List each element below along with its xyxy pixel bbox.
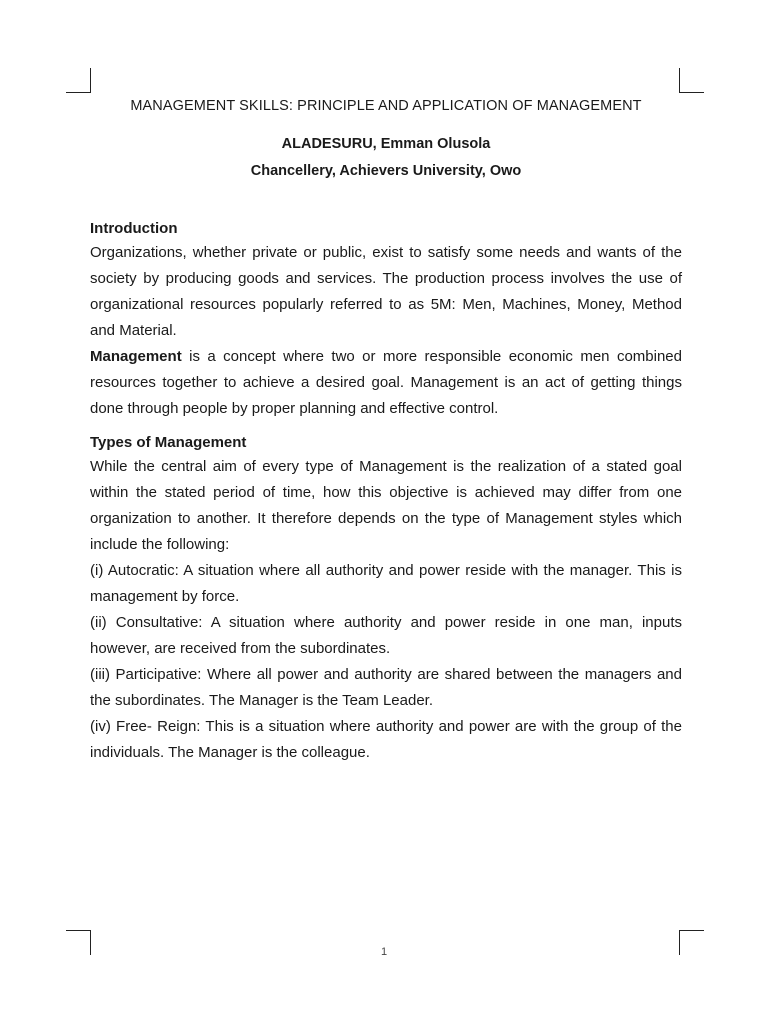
page-content <box>90 95 682 766</box>
crop-mark-top-left <box>66 68 91 93</box>
author-affiliation: Chancellery, Achievers University, Owo <box>250 163 522 179</box>
page-number: 1 <box>380 946 388 958</box>
byline <box>90 131 682 185</box>
paragraph-types-intro: While the central aim of every type of Management is the realization of a stated goal within the stated period of time, how this objective is achieved may differ from one organization to another. It therefore depends on the type of Management styles which include the following: <box>90 458 682 553</box>
list-item-free-reign: (iv) Free- Reign: This is a situation where authority and power are with the group of the individuals. The Manager is the colleague. <box>90 718 682 761</box>
list-item-consultative: (ii) Consultative: A situation where authority and power reside in one man, inputs however, are received from the subordinates. <box>90 614 682 657</box>
management-definition-text: is a concept where two or more responsible economic men combined resources together to achieve a desired goal. Management is an act of getting things done through people by proper planning and effective control. <box>90 348 682 417</box>
crop-mark-top-right <box>679 68 704 93</box>
author-name: ALADESURU, Emman Olusola <box>281 136 491 152</box>
paragraph-management-definition <box>90 344 682 422</box>
list-item-autocratic: (i) Autocratic: A situation where all authority and power reside with the manager. This is management by force. <box>90 562 682 605</box>
document-title: MANAGEMENT SKILLS: PRINCIPLE AND APPLICATION OF MANAGEMENT <box>130 98 642 114</box>
section-heading-introduction: Introduction <box>90 220 178 237</box>
term-management: Management <box>90 348 182 365</box>
section-heading-types: Types of Management <box>90 434 247 451</box>
list-item-participative: (iii) Participative: Where all power and authority are shared between the managers and the subordinates. The Manager is the Team Leader. <box>90 666 682 709</box>
paragraph-introduction: Organizations, whether private or public, exist to satisfy some needs and wants of the society by producing goods and services. The production process involves the use of organizational resources popularly referred to as 5M: Men, Machines, Money, Method and Material. <box>90 244 682 339</box>
